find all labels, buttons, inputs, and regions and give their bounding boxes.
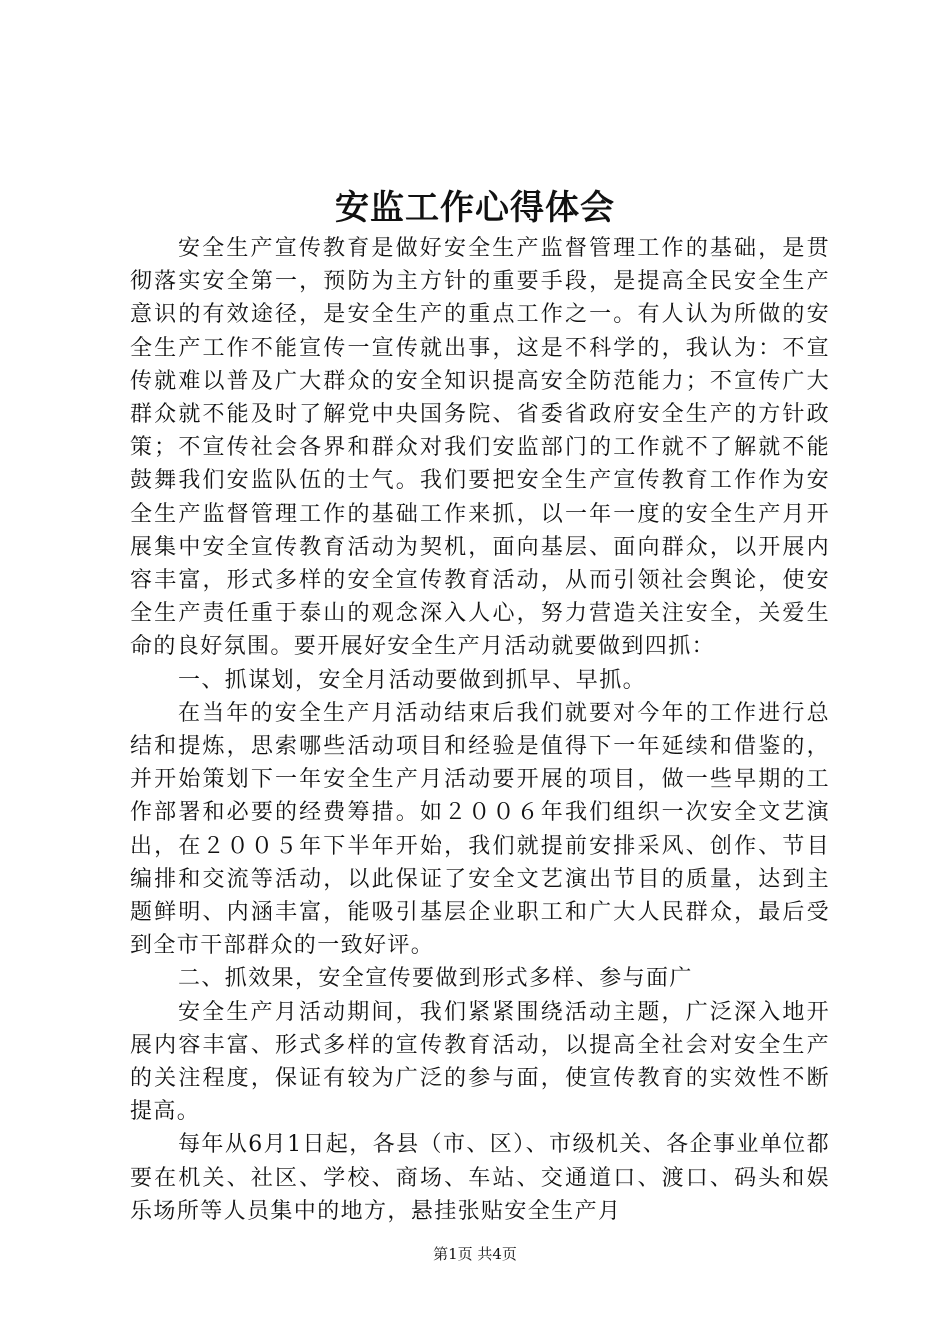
paragraph-intro: 安全生产宣传教育是做好安全生产监督管理工作的基础，是贯彻落实安全第一，预防为主方针的重要手段，是提高全民安全生产意识的有效途径，是安全生产的重点工作之一。有人认为所做的安全生产工作不能宣传一宣传就出事，这是不科学的，我认为：不宣传就难以普及广大群众的安全知识提高安全防范能力；不宣传广大群众就不能及时了解党中央国务院、省委省政府安全生产的方针政策；不宣传社会各界和群众对我们安监部门的工作就不了解就不能鼓舞我们安监队伍的士气。我们要把安全生产宣传教育工作作为安全生产监督管理工作的基础工作来抓，以一年一度的安全生产月开展集中安全宣传教育活动为契机，面向基层、面向群众，以开展内容丰富，形式多样的安全宣传教育活动，从而引领社会舆论，使安全生产责任重于泰山的观念深入人心，努力营造关注安全，关爱生命的良好氛围。要开展好安全生产月活动就要做到四抓： [130,236,830,660]
paragraph-section-2b: 每年从6月1日起，各县（市、区）、市级机关、各企事业单位都要在机关、社区、学校、商场、车站、交通道口、渡口、码头和娱乐场所等人员集中的地方，悬挂张贴安全生产月 [130,1132,830,1224]
paragraph-section-1: 在当年的安全生产月活动结束后我们就要对今年的工作进行总结和提炼，思索哪些活动项目和经验是值得下一年延续和借鉴的，并开始策划下一年安全生产月活动要开展的项目，做一些早期的工作部署和必要的经费筹措。如２００６年我们组织一次安全文艺演出，在２００５年下半年开始，我们就提前安排采风、创作、节目编排和交流等活动，以此保证了安全文艺演出节目的质量，达到主题鲜明、内涵丰富，能吸引基层企业职工和广大人民群众，最后受到全市干部群众的一致好评。 [130,700,830,959]
paragraph-section-2a: 安全生产月活动期间，我们紧紧围绕活动主题，广泛深入地开展内容丰富、形式多样的宣传教育活动，以提高全社会对安全生产的关注程度，保证有较为广泛的参与面，使宣传教育的实效性不断提高。 [130,999,830,1125]
document-body [130,232,830,1228]
section-heading-1: 一、抓谋划，安全月活动要做到抓早、早抓。 [178,667,647,693]
page-footer: 第1页 共4页 [433,1245,517,1263]
document-title: 安监工作心得体会 [335,188,615,228]
section-heading-2: 二、抓效果，安全宣传要做到形式多样、参与面广 [178,966,693,992]
